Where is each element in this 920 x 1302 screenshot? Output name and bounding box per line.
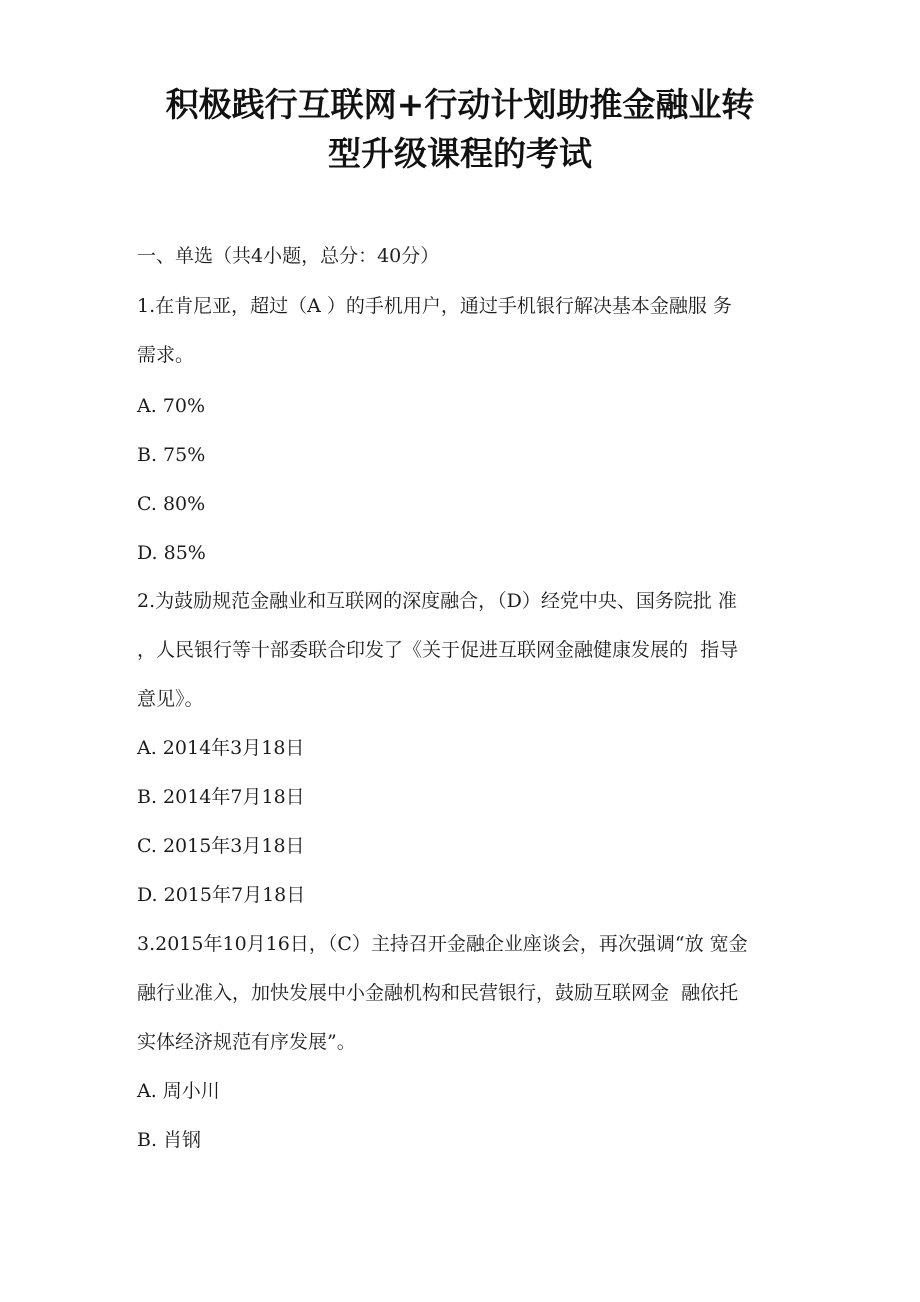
question-3-text-line-1: 3.2015年10月16日，（C）主持召开金融企业座谈会，再次强调“放 宽金 — [137, 933, 748, 955]
question-2-text-line-2: ，人民银行等十部委联合印发了《关于促进互联网金融健康发展的 指导 — [137, 639, 739, 661]
document-title-line-2: 型升级课程的考试 — [328, 134, 592, 173]
question-3-option-a: A. 周小川 — [137, 1080, 220, 1102]
question-2-text-line-3: 意见》。 — [137, 688, 204, 710]
question-3-option-b: B. 肖钢 — [137, 1129, 202, 1151]
question-2-option-a: A. 2014年3月18日 — [137, 737, 305, 759]
section-heading: 一、单选（共4小题，总分：40分） — [137, 245, 440, 267]
question-2-text-line-1: 2.为鼓励规范金融业和互联网的深度融合，（D）经党中央、国务院批 准 — [137, 590, 737, 612]
question-1-option-b: B. 75% — [137, 444, 206, 466]
question-3-text-line-3: 实体经济规范有序发展”。 — [137, 1031, 356, 1053]
question-2-option-c: C. 2015年3月18日 — [137, 835, 305, 857]
question-2-option-b: B. 2014年7月18日 — [137, 786, 305, 808]
question-1-option-c: C. 80% — [137, 493, 206, 515]
question-3-text-line-2: 融行业准入，加快发展中小金融机构和民营银行，鼓励互联网金 融依托 — [137, 982, 739, 1004]
document-title-line-1: 积极践行互联网+行动计划助推金融业转 — [165, 85, 755, 124]
question-1-option-d: D. 85% — [137, 542, 206, 564]
question-2-option-d: D. 2015年7月18日 — [137, 884, 306, 906]
question-1-option-a: A. 70% — [137, 395, 206, 417]
question-1-text-line-1: 1.在肯尼亚，超过（A ）的手机用户，通过手机银行解决基本金融服 务 — [137, 295, 732, 317]
question-1-text-line-2: 需求。 — [137, 344, 195, 366]
